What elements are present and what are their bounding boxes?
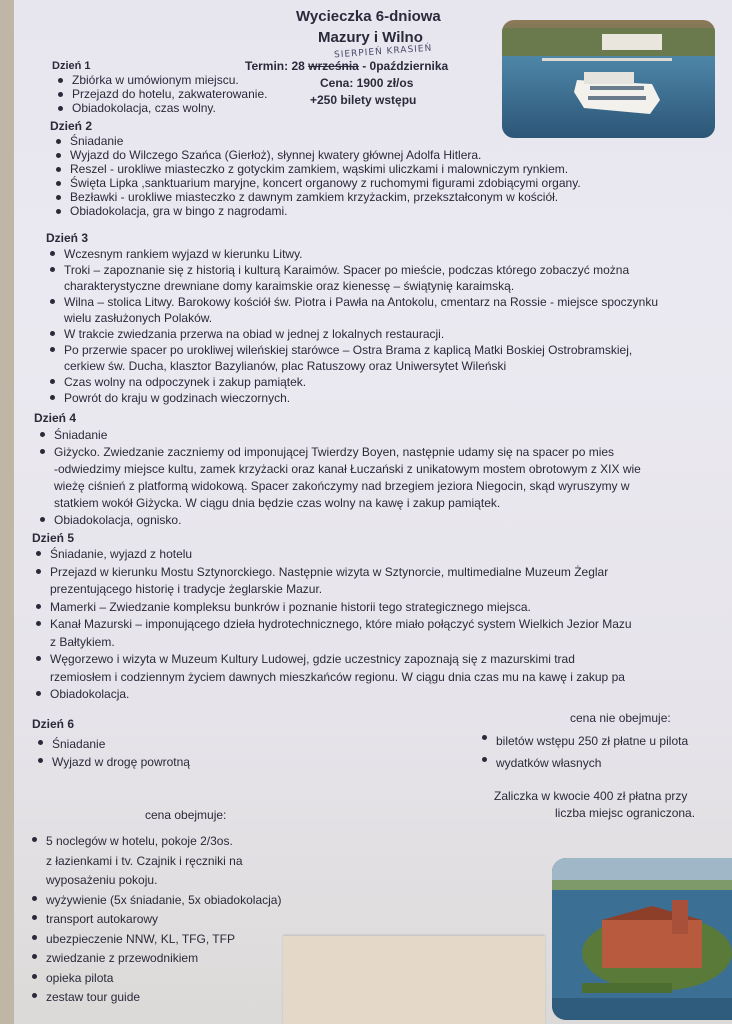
day-5-label: Dzień 5: [32, 531, 75, 545]
handwritten-note: SIERPIEŃ KRASIEŃ: [333, 43, 433, 61]
list-item-continued: wieżę ciśnień z platformą widokową. Spacer zakończymy nad brzegiem jeziora Niegocin, skąd wyruszymy w: [54, 479, 630, 493]
list-item: Giżycko. Zwiedzanie zaczniemy od imponującej Twierdzy Boyen, następnie udamy się na spacer po mies: [36, 444, 641, 461]
list-item-continued: -odwiedzimy miejsce kultu, zamek krzyżacki oraz kanał Łuczański z unikatowym mostem obrotowym z XIX wie: [54, 462, 641, 476]
day-1-label: Dzień 1: [52, 60, 91, 72]
title-line-1: Wycieczka 6-dniowa: [296, 8, 441, 25]
day-3-label: Dzień 3: [46, 231, 89, 245]
included-heading: cena obejmuje:: [145, 808, 227, 822]
list-item: Czas wolny na odpoczynek i zakup pamiątek.: [46, 374, 658, 390]
day-6-list: [34, 735, 190, 771]
list-item: 5 noclegów w hotelu, pokoje 2/3os.: [28, 832, 281, 852]
term-label: Termin: 28: [245, 59, 305, 73]
list-item: Po przerwie spacer po urokliwej wileńskiej starówce – Ostra Brama z kaplicą Matki Boskiej Ostrobramskiej,: [46, 342, 658, 358]
list-item: Powrót do kraju w godzinach wieczornych.: [46, 390, 658, 406]
list-item: opieka pilota: [28, 969, 281, 989]
list-item: zestaw tour guide: [28, 988, 281, 1008]
list-item: transport autokarowy: [28, 910, 281, 930]
day-5-list: [32, 546, 632, 704]
term-line: [245, 59, 448, 73]
castle-photo: [552, 858, 732, 1020]
day-2-label: Dzień 2: [50, 119, 93, 133]
day-1-list: [54, 73, 267, 115]
list-item: W trakcie zwiedzania przerwa na obiad w jednej z lokalnych restauracji.: [46, 326, 658, 342]
overlapping-card: [283, 936, 545, 1024]
list-item-continued: statkiem wokół Giżycka. W ciągu dnia będzie czas wolny na kawę i zakup pamiątek.: [54, 496, 501, 510]
not-included-heading: cena nie obejmuje:: [570, 711, 671, 725]
list-item: wyżywienie (5x śniadanie, 5x obiadokolacja): [28, 891, 281, 911]
day-4-list: [36, 427, 641, 529]
list-item: ubezpieczenie NNW, KL, TFG, TFP: [28, 930, 281, 950]
day-4-label: Dzień 4: [34, 411, 77, 425]
day-2-list: [52, 134, 581, 218]
list-item-continued: wyposażeniu pokoju.: [46, 873, 158, 887]
list-item: Wyjazd w drogę powrotną: [34, 753, 190, 771]
list-item: Obiadokolacja, ognisko.: [36, 512, 641, 529]
list-item: Obiadokolacja.: [32, 686, 632, 704]
list-item: Wczesnym rankiem wyjazd w kierunku Litwy.: [46, 246, 658, 262]
list-item: Wyjazd do Wilczego Szańca (Gierłoż), słynnej kwatery głównej Adolfa Hitlera.: [52, 148, 581, 162]
list-item-continued: z Bałtykiem.: [50, 634, 115, 649]
list-item: wydatków własnych: [478, 752, 688, 774]
term-struck: września: [308, 59, 359, 73]
list-item: Zbiórka w umówionym miejscu.: [54, 73, 267, 87]
list-item: Kanał Mazurski – imponującego dzieła hydrotechnicznego, które miało połączyć system Wielkich Jezior Mazu: [32, 616, 632, 634]
list-item-continued: z łazienkami i tv. Czajnik i ręczniki na: [46, 853, 243, 868]
list-item: Reszel - urokliwe miasteczko z gotyckim zamkiem, wąskimi uliczkami i malowniczym rynkiem.: [52, 162, 581, 176]
list-item-continued: charakterystyczne drewniane domy karaimskie oraz kienessę – świątynię karaimską.: [64, 279, 515, 293]
list-item: Obiadokolacja, gra w bingo z nagrodami.: [52, 204, 581, 218]
list-item: Troki – zapoznanie się z historią i kulturą Karaimów. Spacer po mieście, podczas którego zobaczyć można: [46, 262, 658, 278]
price: Cena: 1900 zł/os: [320, 76, 414, 90]
term-rest: - 0: [362, 59, 377, 73]
list-item-continued: prezentującego historię i tradycje żeglarskie Mazur.: [50, 582, 323, 596]
list-item: Węgorzewo i wizyta w Muzeum Kultury Ludowej, gdzie uczestnicy zapoznają się z mazurskimi trad: [32, 651, 632, 669]
list-item: biletów wstępu 250 zł płatne u pilota: [478, 730, 688, 752]
list-item: Bezławki - urokliwe miasteczko z dawnym zamkiem krzyżackim, przekształconym w kościół.: [52, 190, 581, 204]
list-item: Śniadanie: [34, 735, 190, 753]
list-item: Śniadanie, wyjazd z hotelu: [32, 546, 632, 564]
list-item: Wilna – stolica Litwy. Barokowy kościół św. Piotra i Pawła na Antokolu, cmentarz na Rossie - miejsce spoczynku: [46, 294, 658, 310]
deposit-line-2: liczba miejsc ograniczona.: [555, 806, 696, 820]
day-3-list: [46, 246, 658, 406]
not-included-list: [478, 730, 688, 774]
term-end: października: [376, 59, 449, 73]
list-item: zwiedzanie z przewodnikiem: [28, 949, 281, 969]
included-list: [28, 832, 281, 1008]
tickets: +250 bilety wstępu: [310, 93, 417, 107]
list-item: Śniadanie: [36, 427, 641, 444]
list-item: Przejazd w kierunku Mostu Sztynorckiego. Następnie wizyta w Sztynorcie, multimedialne Muzeum Żeglar: [32, 564, 632, 582]
list-item: Święta Lipka ,sanktuarium maryjne, koncert organowy z ruchomymi figurami zdobiącymi organy.: [52, 176, 581, 190]
title-line-2: Mazury i Wilno: [318, 29, 423, 46]
list-item-continued: wielu zasłużonych Polaków.: [64, 311, 213, 325]
boat-photo: [502, 20, 715, 138]
list-item: Śniadanie: [52, 134, 581, 148]
list-item: Obiadokolacja, czas wolny.: [54, 101, 267, 115]
day-6-label: Dzień 6: [32, 717, 75, 731]
list-item-continued: cerkiew św. Ducha, klasztor Bazylianów, plac Ratuszowy oraz Uniwersytet Wileński: [64, 359, 507, 373]
list-item: Mamerki – Zwiedzanie kompleksu bunkrów i poznanie historii tego strategicznego miejsca.: [32, 599, 632, 617]
list-item: Przejazd do hotelu, zakwaterowanie.: [54, 87, 267, 101]
deposit-line-1: Zaliczka w kwocie 400 zł płatna przy: [494, 789, 688, 803]
list-item-continued: rzemiosłem i codziennym życiem dawnych mieszkańców regionu. W ciągu dnia czas mu na kawę i zakup pa: [50, 669, 625, 684]
